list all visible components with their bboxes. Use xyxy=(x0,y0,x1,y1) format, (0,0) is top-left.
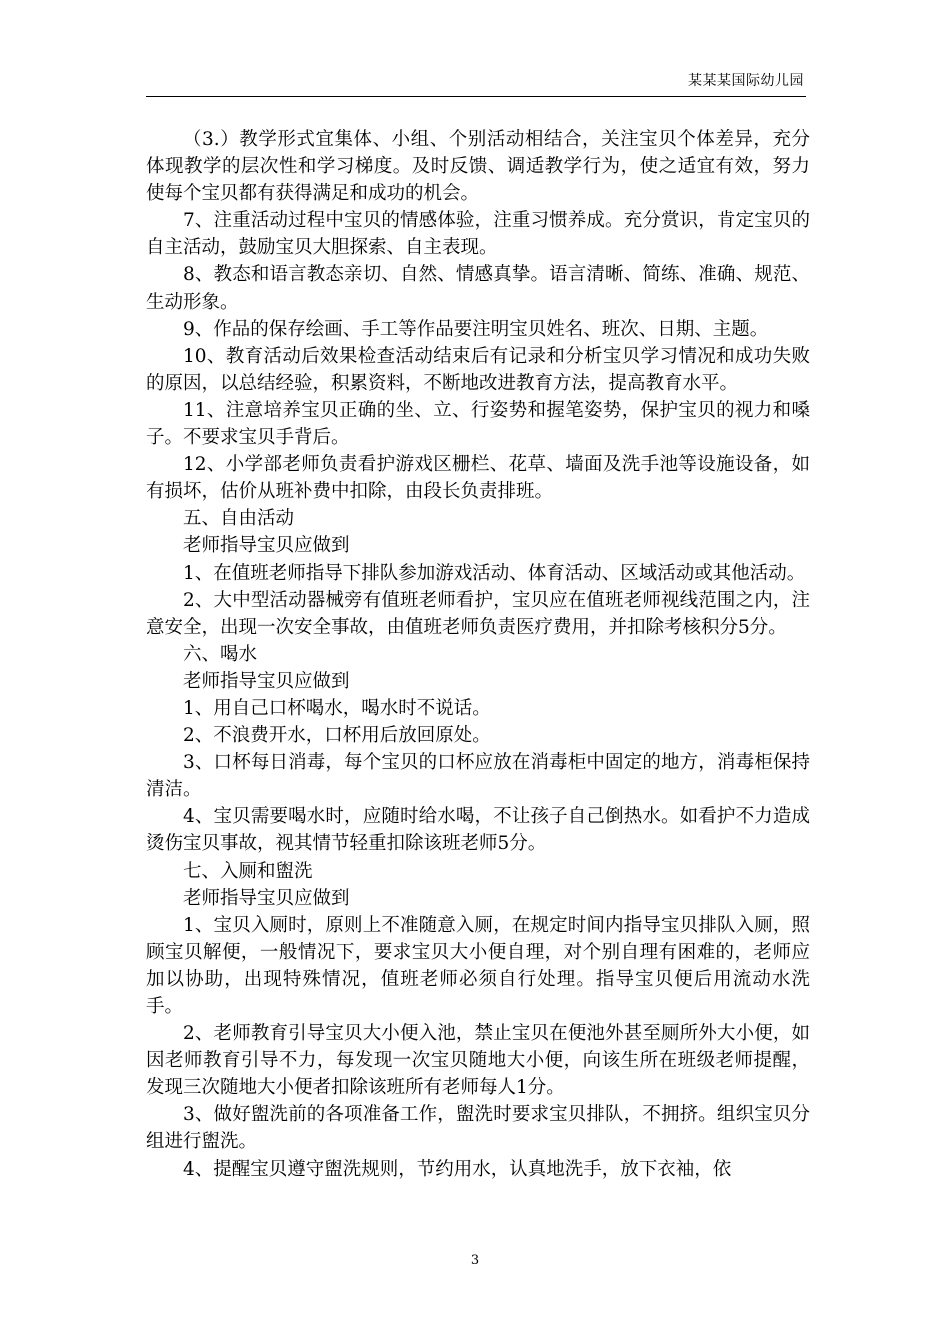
paragraph: 4、宝贝需要喝水时，应随时给水喝，不让孩子自己倒热水。如看护不力造成烫伤宝贝事故，视其情节轻重扣除该班老师5分。 xyxy=(146,806,810,855)
paragraph: 2、不浪费开水，口杯用后放回原处。 xyxy=(183,725,491,747)
section-heading: 六、喝水 xyxy=(183,643,258,665)
paragraph: 2、大中型活动器械旁有值班老师看护，宝贝应在值班老师视线范围之内，注意安全，出现一次安全事故，由值班老师负责医疗费用，并扣除考核积分5分。 xyxy=(146,589,810,638)
paragraph: 8、教态和语言教态亲切、自然、情感真挚。语言清晰、简练、准确、规范、生动形象。 xyxy=(146,264,810,313)
page-number: 3 xyxy=(470,1253,480,1268)
subheading: 老师指导宝贝应做到 xyxy=(183,887,350,909)
paragraph: 1、宝贝入厕时，原则上不准随意入厕，在规定时间内指导宝贝排队入厕，照顾宝贝解便，一般情况下，要求宝贝大小便自理，对个别自理有困难的，老师应加以协助，出现特殊情况，值班老师必须自行处理。指导宝贝便后用流动水洗手。 xyxy=(146,914,810,1017)
subheading: 老师指导宝贝应做到 xyxy=(183,670,350,692)
paragraph: 12、小学部老师负责看护游戏区栅栏、花草、墙面及洗手池等设施设备，如有损坏，估价从班补费中扣除，由段长负责排班。 xyxy=(146,454,810,503)
subheading: 老师指导宝贝应做到 xyxy=(183,535,350,557)
paragraph: 2、老师教育引导宝贝大小便入池，禁止宝贝在便池外甚至厕所外大小便，如因老师教育引导不力，每发现一次宝贝随地大小便，向该生所在班级老师提醒，发现三次随地大小便者扣除该班所有老师每人1分。 xyxy=(146,1023,810,1099)
paragraph: 1、在值班老师指导下排队参加游戏活动、体育活动、区域活动或其他活动。 xyxy=(183,562,806,584)
paragraph: 1、用自己口杯喝水，喝水时不说话。 xyxy=(183,697,491,719)
header-divider xyxy=(146,96,806,97)
page-header-org-name: 某某某国际幼儿园 xyxy=(688,73,804,89)
paragraph: 10、教育活动后效果检查活动结束后有记录和分析宝贝学习情况和成功失败的原因，以总结经验，积累资料，不断地改进教育方法，提高教育水平。 xyxy=(146,345,810,394)
paragraph: 3、做好盥洗前的各项准备工作，盥洗时要求宝贝排队，不拥挤。组织宝贝分组进行盥洗。 xyxy=(146,1104,810,1153)
document-body xyxy=(146,126,810,1183)
section-heading: 五、自由活动 xyxy=(183,508,295,530)
paragraph: 4、提醒宝贝遵守盥洗规则，节约用水，认真地洗手，放下衣袖，依 xyxy=(183,1158,732,1180)
section-heading: 七、入厕和盥洗 xyxy=(183,860,313,882)
paragraph: 3、口杯每日消毒，每个宝贝的口杯应放在消毒柜中固定的地方，消毒柜保持清洁。 xyxy=(146,752,810,801)
paragraph: 9、作品的保存绘画、手工等作品要注明宝贝姓名、班次、日期、主题。 xyxy=(183,318,769,340)
paragraph: 11、注意培养宝贝正确的坐、立、行姿势和握笔姿势，保护宝贝的视力和嗓子。不要求宝贝手背后。 xyxy=(146,399,810,449)
paragraph: 7、注重活动过程中宝贝的情感体验，注重习惯养成。充分赏识，肯定宝贝的自主活动，鼓励宝贝大胆探索、自主表现。 xyxy=(146,210,810,259)
paragraph: （3.）教学形式宜集体、小组、个别活动相结合，关注宝贝个体差异，充分体现教学的层次性和学习梯度。及时反馈、调适教学行为，使之适宜有效，努力使每个宝贝都有获得满足和成功的机会。 xyxy=(146,129,810,205)
